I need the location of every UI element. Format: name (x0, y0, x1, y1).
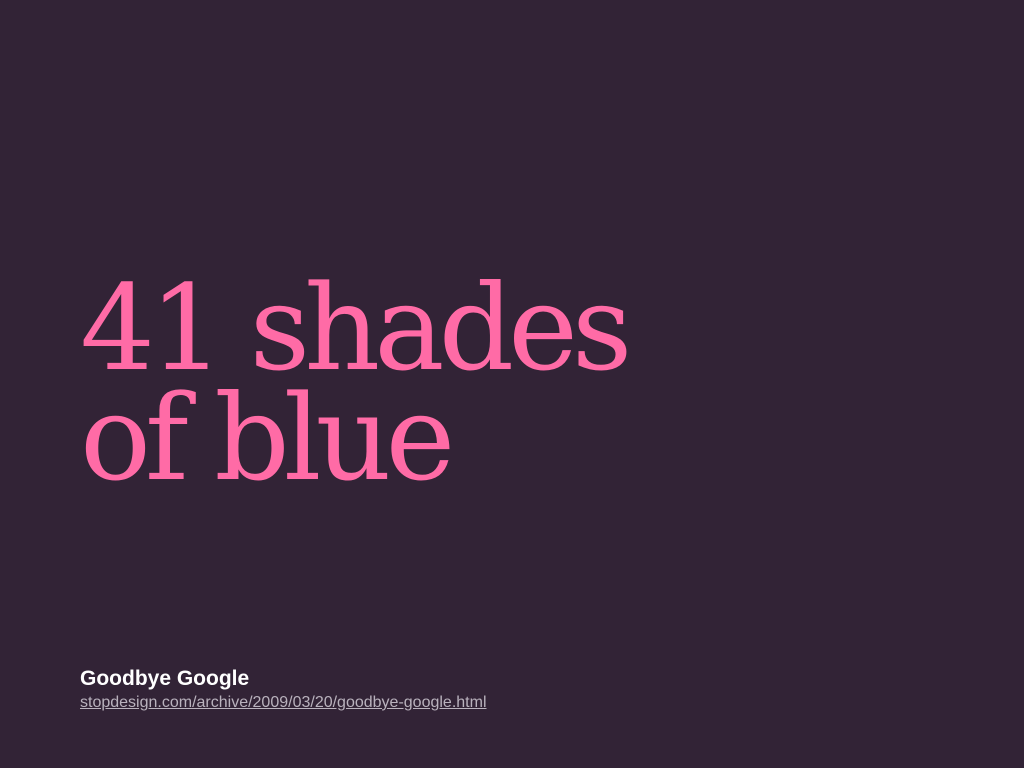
source-link[interactable]: stopdesign.com/archive/2009/03/20/goodbye-google.html (80, 694, 487, 711)
source-title: Goodbye Google (80, 667, 250, 690)
headline-line-1: 41 shades (80, 259, 627, 397)
headline-line-2: of blue (80, 369, 450, 507)
slide-headline (80, 259, 980, 507)
source-citation (80, 666, 980, 714)
